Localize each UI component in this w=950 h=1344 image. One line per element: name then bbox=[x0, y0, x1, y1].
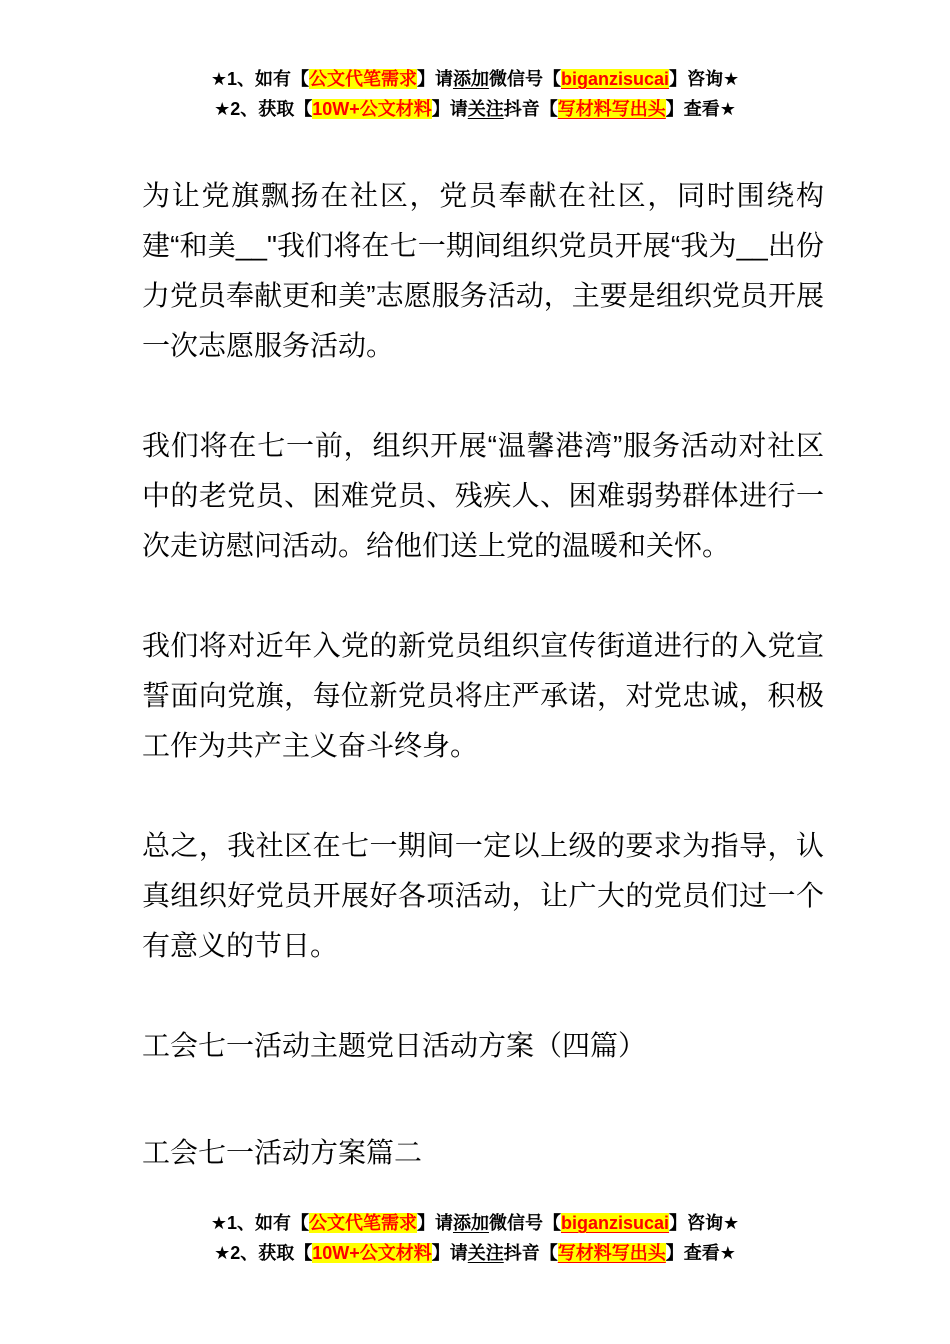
promo1-mid1: 】请 bbox=[416, 1213, 453, 1233]
promo-line-1-bottom bbox=[0, 1208, 950, 1238]
promo2-douyin-id: 写材料写出头 bbox=[557, 99, 666, 119]
heading-section-title: 工会七一活动方案篇二 bbox=[142, 1137, 423, 1168]
promo-line-2 bbox=[0, 94, 950, 124]
promo2-action-follow: 关注 bbox=[467, 99, 504, 119]
promo-banner-bottom bbox=[0, 1208, 950, 1268]
promo1-suffix: 】咨询★ bbox=[669, 1213, 740, 1233]
document-body bbox=[142, 171, 824, 1178]
heading-list-title: 工会七一活动主题党日活动方案（四篇） bbox=[142, 1030, 647, 1061]
promo2-suffix: 】查看★ bbox=[665, 99, 736, 119]
promo2-highlight-material: 10W+公文材料 bbox=[312, 99, 432, 119]
paragraph-warm-harbor: 我们将在七一前，组织开展“温馨港湾”服务活动对社区中的老党员、困难党员、残疾人、困难弱势群体进行一次走访慰问活动。给他们送上党的温暖和关怀。 bbox=[142, 430, 824, 561]
promo-line-1 bbox=[0, 64, 950, 94]
promo2-mid2: 抖音【 bbox=[503, 99, 558, 119]
promo2-mid1: 】请 bbox=[431, 99, 468, 119]
promo2-prefix: ★2、获取【 bbox=[214, 99, 313, 119]
promo1-highlight-service: 公文代笔需求 bbox=[308, 1213, 417, 1233]
promo1-wechat-id: biganzisucai bbox=[560, 69, 670, 89]
promo2-mid2: 抖音【 bbox=[503, 1243, 558, 1263]
promo1-mid1: 】请 bbox=[416, 69, 453, 89]
paragraph-volunteer-service: 为让党旗飘扬在社区，党员奉献在社区，同时围绕构建“和美__"我们将在七一期间组织党员开展“我为__出份力党员奉献更和美”志愿服务活动，主要是组织党员开展一次志愿服务活动。 bbox=[142, 180, 824, 361]
promo1-prefix: ★1、如有【 bbox=[210, 69, 309, 89]
paragraph-oath: 我们将对近年入党的新党员组织宣传街道进行的入党宣誓面向党旗，每位新党员将庄严承诺，对党忠诚，积极工作为共产主义奋斗终身。 bbox=[142, 630, 824, 761]
promo2-prefix: ★2、获取【 bbox=[214, 1243, 313, 1263]
promo1-action-add: 添加 bbox=[452, 69, 489, 89]
promo1-mid2: 微信号【 bbox=[488, 1213, 561, 1233]
promo2-highlight-material: 10W+公文材料 bbox=[312, 1243, 432, 1263]
promo2-mid1: 】请 bbox=[431, 1243, 468, 1263]
promo1-action-add: 添加 bbox=[452, 1213, 489, 1233]
promo1-highlight-service: 公文代笔需求 bbox=[308, 69, 417, 89]
promo1-prefix: ★1、如有【 bbox=[210, 1213, 309, 1233]
promo2-suffix: 】查看★ bbox=[665, 1243, 736, 1263]
promo1-suffix: 】咨询★ bbox=[669, 69, 740, 89]
paragraph-summary: 总之，我社区在七一期间一定以上级的要求为指导，认真组织好党员开展好各项活动，让广大的党员们过一个有意义的节日。 bbox=[142, 830, 824, 961]
promo-line-2-bottom bbox=[0, 1238, 950, 1268]
promo1-mid2: 微信号【 bbox=[488, 69, 561, 89]
promo-banner-top bbox=[0, 64, 950, 124]
promo2-action-follow: 关注 bbox=[467, 1243, 504, 1263]
promo2-douyin-id: 写材料写出头 bbox=[557, 1243, 666, 1263]
promo1-wechat-id: biganzisucai bbox=[560, 1213, 670, 1233]
